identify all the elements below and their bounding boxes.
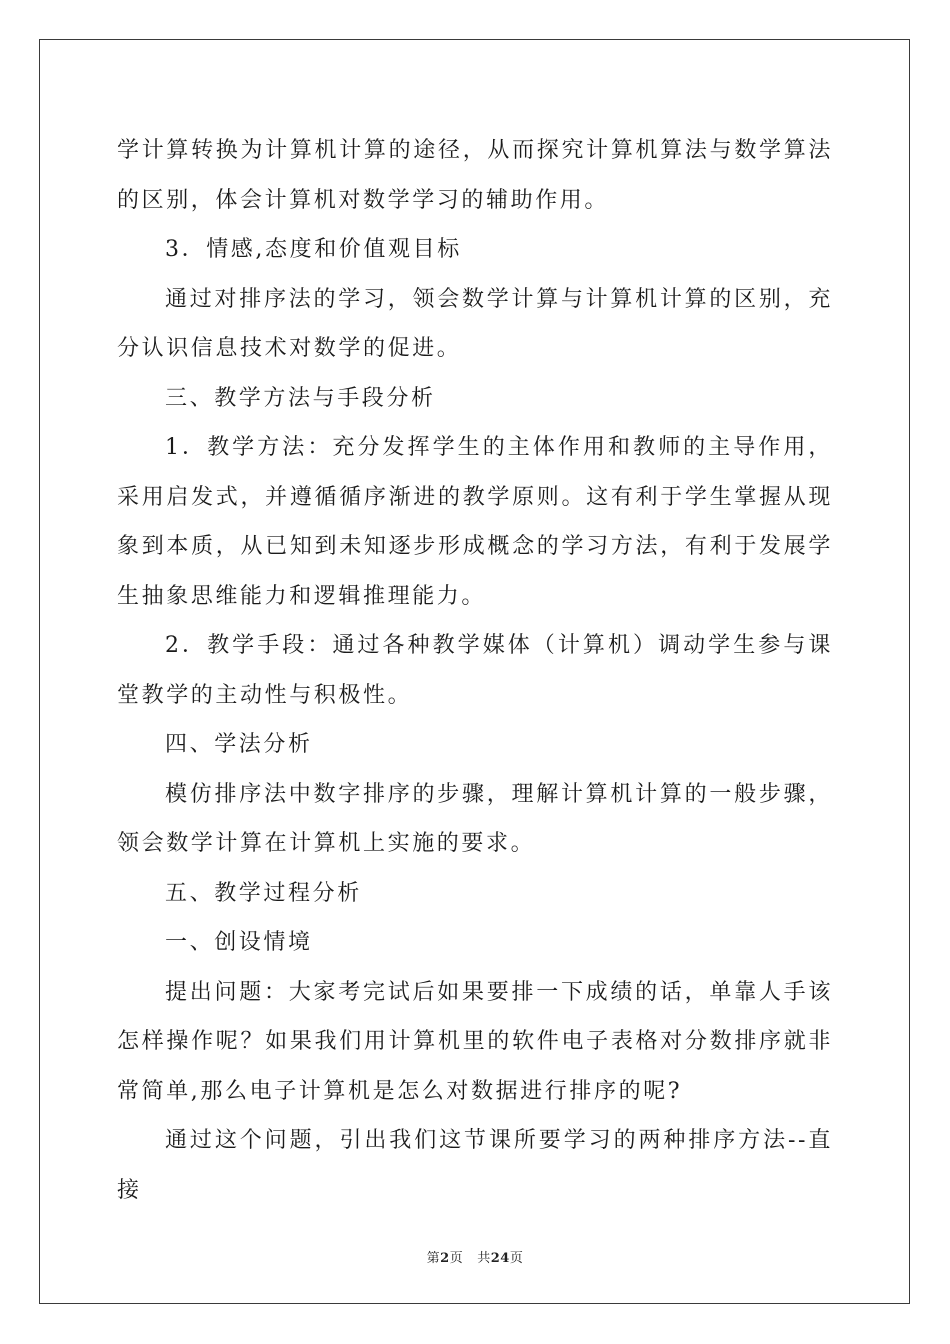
paragraph: 学计算转换为计算机计算的途径，从而探究计算机算法与数学算法的区别，体会计算机对数学学习的辅助作用。 xyxy=(117,138,833,213)
paragraph: 模仿排序法中数字排序的步骤，理解计算机计算的一般步骤，领会数学计算在计算机上实施的要求。 xyxy=(117,781,833,856)
paragraph: 通过这个问题，引出我们这节课所要学习的两种排序方法--直接 xyxy=(117,1128,833,1203)
page-number-current: 2 xyxy=(440,1251,450,1266)
document-body xyxy=(117,126,833,1215)
page-number-prefix: 第 xyxy=(426,1251,441,1266)
section-heading: 三、教学方法与手段分析 xyxy=(165,385,436,411)
page-footer xyxy=(0,1247,950,1266)
page-total-suffix: 页 xyxy=(509,1251,524,1266)
section-heading: 四、学法分析 xyxy=(165,732,313,757)
page-number-total: 24 xyxy=(490,1251,510,1266)
paragraph: 提出问题：大家考完试后如果要排一下成绩的话，单靠人手该怎样操作呢？如果我们用计算机里的软件电子表格对分数排序就非常简单,那么电子计算机是怎么对数据进行排序的呢? xyxy=(117,979,833,1104)
paragraph: 2．教学手段：通过各种教学媒体（计算机）调动学生参与课堂教学的主动性与积极性。 xyxy=(117,633,833,708)
page-number-suffix: 页 xyxy=(449,1251,464,1266)
subsection-heading: 一、创设情境 xyxy=(165,930,313,955)
paragraph: 通过对排序法的学习，领会数学计算与计算机计算的区别，充分认识信息技术对数学的促进。 xyxy=(117,286,833,361)
paragraph: 1．教学方法：充分发挥学生的主体作用和教师的主导作用，采用启发式，并遵循循序渐进的教学原则。这有利于学生掌握从现象到本质，从已知到未知逐步形成概念的学习方法，有利于发展学生抽象思维能力和逻辑推理能力。 xyxy=(117,435,833,609)
page-total-prefix: 共 xyxy=(477,1251,491,1266)
section-heading: 五、教学过程分析 xyxy=(165,880,362,906)
subsection-heading: 3．情感,态度和价值观目标 xyxy=(165,237,462,262)
